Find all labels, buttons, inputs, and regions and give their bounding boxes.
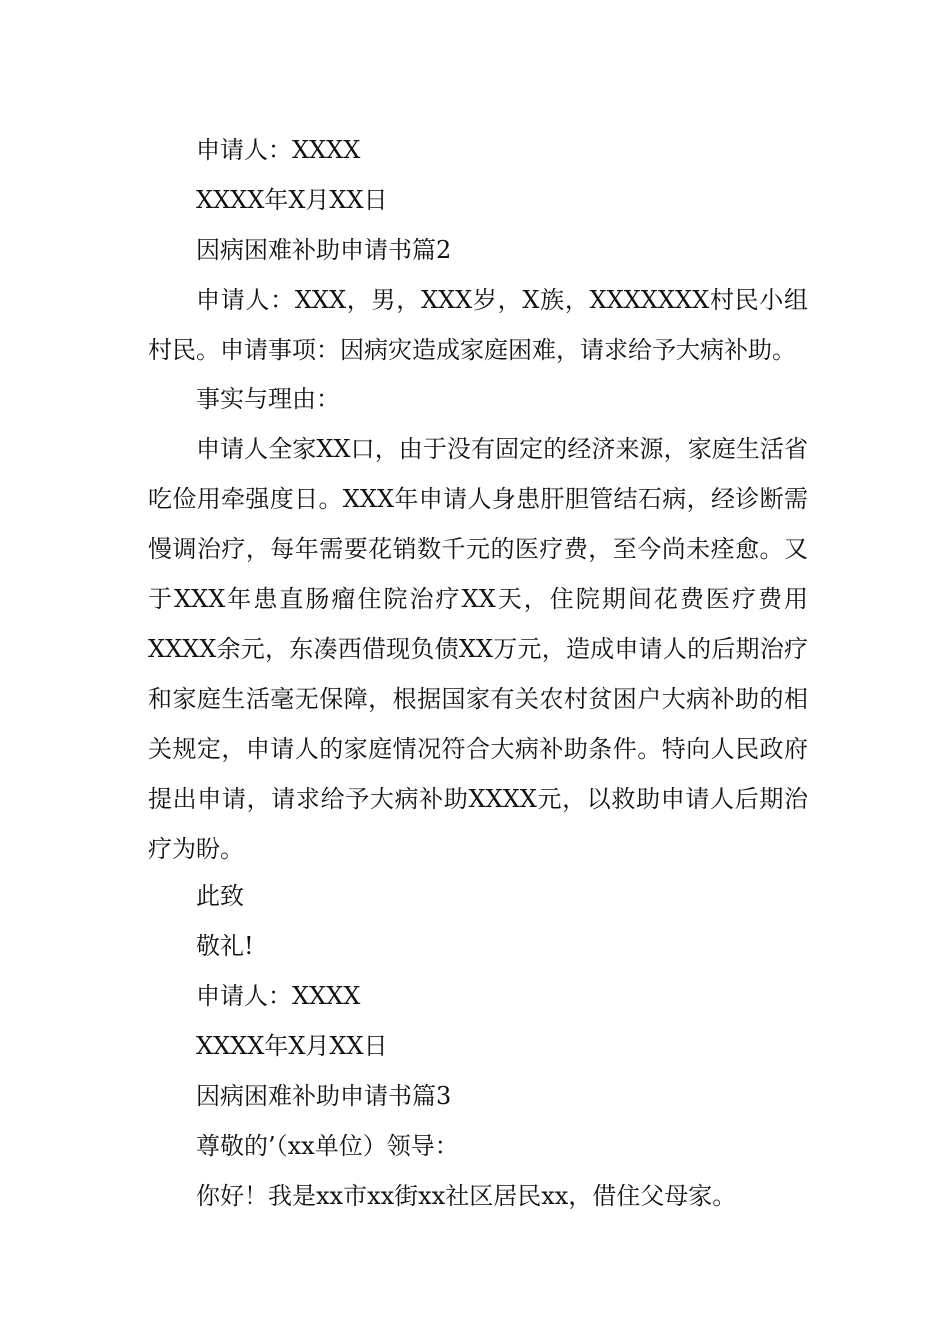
greeting-line: 你好！我是xx市xx街xx社区居民xx，借住父母家。 [196,1182,737,1210]
applicant-line: 申请人：XXXX [196,982,361,1010]
closing-line: 敬礼! [196,932,254,960]
section-heading: 因病困难补助申请书篇3 [196,1082,452,1110]
date-line: XXXX年X月XX日 [196,1032,388,1060]
salutation-line: 尊敬的’（xx单位）领导： [196,1132,459,1160]
applicant-line: 申请人：XXXX [196,136,361,164]
section-heading: 因病困难补助申请书篇2 [196,236,452,264]
facts-paragraph: 申请人全家XX口，由于没有固定的经济来源，家庭生活省吃俭用牵强度日。XXX年申请人身患肝胆管结石病，经诊断需慢调治疗，每年需要花销数千元的医疗费，至今尚未痊愈。又于XXX年患直肠瘤住院治疗XX天，住院期间花费医疗费用XXXX余元，东凑西借现负债XX万元，造成申请人的后期治疗和家庭生活毫无保障，根据国家有关农村贫困户大病补助的相关规定，申请人的家庭情况符合大病补助条件。特向人民政府提出申请，请求给予大病补助XXXX元，以救助申请人后期治疗为盼。 [148,435,808,863]
date-line: XXXX年X月XX日 [196,186,388,214]
intro-paragraph: 申请人：XXX，男，XXX岁，X族，XXXXXXX村民小组村民。申请事项：因病灾造成家庭困难，请求给予大病补助。 [148,286,808,364]
closing-line: 此致 [196,882,244,910]
facts-heading: 事实与理由： [196,385,340,413]
